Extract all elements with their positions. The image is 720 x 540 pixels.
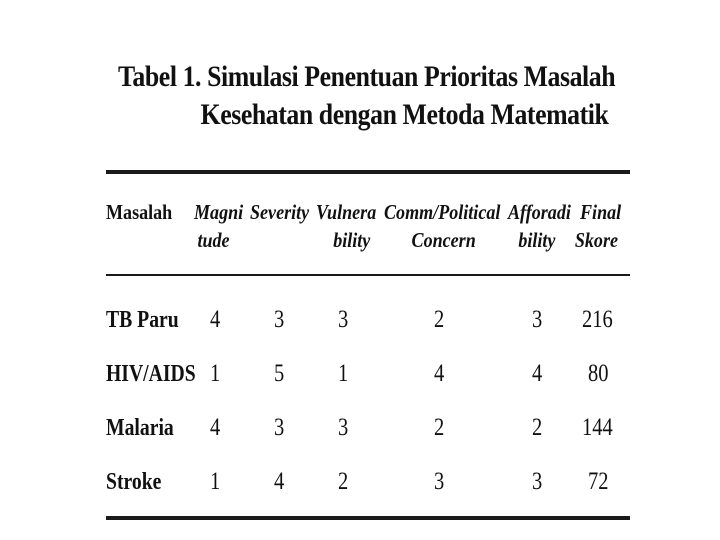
- header-final-skore-line2: Skore: [574, 228, 619, 252]
- row-hiv-aids-magnitude: 1: [210, 360, 221, 387]
- table-bottom-rule: [106, 516, 630, 520]
- header-magnitude-line2: tude: [197, 228, 230, 252]
- row-hiv-aids-masalah: HIV/AIDS: [106, 361, 196, 387]
- header-masalah-line1: Masalah: [106, 200, 173, 224]
- row-malaria-magnitude: 4: [210, 414, 221, 441]
- row-hiv-aids-final-skore: 80: [588, 360, 609, 387]
- header-severity: [250, 198, 309, 226]
- row-tb-paru-magnitude: 4: [210, 306, 221, 333]
- row-tb-paru-severity: 3: [274, 306, 285, 333]
- header-magnitude-line1: Magni: [194, 200, 244, 224]
- row-tb-paru-final-skore: 216: [582, 306, 613, 333]
- header-affordability-line2: bility: [518, 228, 556, 252]
- row-stroke-masalah: Stroke: [106, 469, 162, 495]
- header-final-skore: [574, 198, 622, 254]
- row-stroke-vulnerability: 2: [338, 468, 349, 495]
- header-vulnerability-line1: Vulnera: [316, 200, 377, 224]
- row-stroke-final-skore: 72: [588, 468, 609, 495]
- row-stroke-severity: 4: [274, 468, 285, 495]
- header-comm-political: [384, 198, 500, 254]
- header-comm-political-line2: Concern: [411, 228, 476, 252]
- header-affordability: [508, 198, 571, 254]
- row-hiv-aids-comm-political: 4: [434, 360, 445, 387]
- header-masalah: [106, 198, 172, 226]
- table-top-rule: [106, 170, 630, 174]
- table-caption: [118, 58, 615, 134]
- row-stroke-comm-political: 3: [434, 468, 445, 495]
- header-vulnerability: [316, 198, 376, 254]
- caption-line-2: Kesehatan dengan Metoda Matematik: [200, 98, 609, 131]
- row-tb-paru-comm-political: 2: [434, 306, 445, 333]
- header-vulnerability-line2: bility: [333, 228, 371, 252]
- row-malaria-final-skore: 144: [582, 414, 613, 441]
- row-stroke-affordability: 3: [532, 468, 543, 495]
- row-tb-paru-vulnerability: 3: [338, 306, 349, 333]
- row-malaria-severity: 3: [274, 414, 285, 441]
- table-header-rule: [106, 274, 630, 276]
- header-affordability-line1: Afforadi: [508, 200, 571, 224]
- row-tb-paru-affordability: 3: [532, 306, 543, 333]
- row-malaria-comm-political: 2: [434, 414, 445, 441]
- header-comm-political-line1: Comm/Political: [384, 200, 501, 224]
- header-magnitude: [194, 198, 243, 254]
- row-hiv-aids-vulnerability: 1: [338, 360, 349, 387]
- row-tb-paru-masalah: TB Paru: [106, 307, 179, 333]
- row-malaria-vulnerability: 3: [338, 414, 349, 441]
- header-final-skore-line1: Final: [580, 200, 622, 224]
- row-hiv-aids-affordability: 4: [532, 360, 543, 387]
- row-malaria-affordability: 2: [532, 414, 543, 441]
- caption-line-1: Tabel 1. Simulasi Penentuan Prioritas Masalah: [118, 60, 616, 93]
- row-stroke-magnitude: 1: [210, 468, 221, 495]
- header-severity-line1: Severity: [250, 200, 310, 224]
- row-malaria-masalah: Malaria: [106, 415, 174, 441]
- row-hiv-aids-severity: 5: [274, 360, 285, 387]
